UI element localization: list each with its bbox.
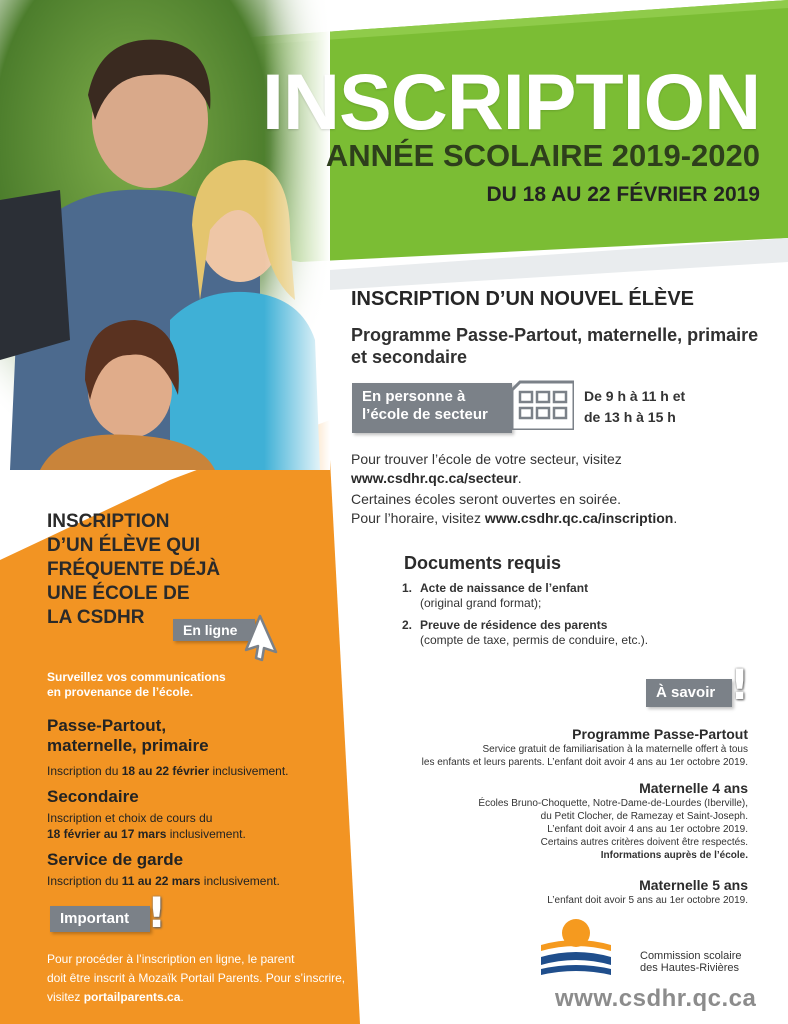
daycare-prefix: Inscription du [47,874,122,888]
list-item [402,618,782,648]
in-person-line2: l’école de secteur [362,406,488,423]
list-item [402,581,782,611]
page-title: INSCRIPTION [262,57,761,146]
primary-title-line1: Passe-Partout, [47,716,167,735]
daycare-title: Service de garde [47,850,184,869]
maternelle4-line4: Certains autres critères doivent être respectés. [540,837,748,848]
exclamation-icon: ! [730,660,750,709]
in-person-tag [352,383,512,433]
mouse-cursor-icon [240,612,280,662]
daycare-suffix: inclusivement. [200,874,280,888]
find-text: Pour trouver l’école de votre secteur, visitez [351,451,622,467]
evening-prefix: Pour l’horaire, visitez [351,510,485,526]
watch-line2: en provenance de l’école. [47,685,194,699]
csdhr-logo-icon [541,915,611,977]
maternelle4-line2: du Petit Clocher, de Ramezay et Saint-Joseph. [540,811,748,822]
website-link[interactable]: www.csdhr.qc.ca [555,985,757,1012]
watch-communications [47,670,307,700]
passe-partout-title: Programme Passe-Partout [572,726,748,742]
heading-line: INSCRIPTION [47,511,170,532]
school-building-icon [512,378,574,430]
daycare-dates [47,873,347,889]
secondary-title: Secondaire [47,787,139,806]
inscription-link[interactable]: www.csdhr.qc.ca/inscription [484,510,674,526]
important-tag: Important [50,906,150,932]
maternelle4-line1: Écoles Bruno-Choquette, Notre-Dame-de-Lourdes (Iberville), [478,798,748,809]
new-student-heading: INSCRIPTION D’UN NOUVEL ÉLÈVE [351,288,695,310]
registration-dates: DU 18 AU 22 FÉVRIER 2019 [486,183,760,206]
passe-partout-line2: les enfants et leurs parents. L’enfant doit avoir 4 ans au 1er octobre 2019. [421,757,748,768]
maternelle5-title: Maternelle 5 ans [639,877,748,893]
maternelle4-line5: Informations auprès de l’école. [600,850,748,861]
heading-line: D’UN ÉLÈVE QUI [47,535,201,556]
secondary-date-range: 18 février au 17 mars [47,827,167,841]
maternelle4-line3: L’enfant doit avoir 4 ans au 1er octobre 2019. [547,824,748,835]
school-year: ANNÉE SCOLAIRE 2019-2020 [325,138,760,173]
item-detail: (original grand format); [420,596,542,610]
en-ligne-tag: En ligne [173,619,255,641]
primary-dates [47,763,347,779]
logo-line1: Commission scolaire [640,950,742,962]
item-number: 2. [402,618,413,632]
maternelle4-title: Maternelle 4 ans [639,780,748,796]
primary-title [47,716,327,756]
sector-link[interactable]: www.csdhr.qc.ca/secteur [351,470,518,486]
documents-heading: Documents requis [404,553,562,573]
hours [584,386,685,428]
secondary-line1: Inscription et choix de cours du [47,811,213,825]
logo-text [640,950,741,974]
item-number: 1. [402,581,413,595]
hours-line2: de 13 h à 15 h [584,409,676,425]
heading-line: UNE ÉCOLE DE [47,583,190,604]
a-savoir-tag: À savoir [646,679,732,707]
heading-line: LA CSDHR [47,607,145,628]
in-person-line1: En personne à [362,388,466,405]
maternelle4-info [328,780,748,862]
note-line1: Pour procéder à l’inscription en ligne, le parent [47,952,295,966]
item-title: Acte de naissance de l’enfant [420,581,589,595]
note-suffix: . [180,990,184,1004]
item-title: Preuve de résidence des parents [420,618,608,632]
primary-prefix: Inscription du [47,764,122,778]
item-detail: (compte de taxe, permis de conduire, etc.). [420,633,649,647]
evening-text: Certaines écoles seront ouvertes en soirée. Pour l’horaire, visitez www.csdhr.qc.ca/inscription. [351,490,781,528]
primary-title-line2: maternelle, primaire [47,736,209,755]
evening-line1: Certaines écoles seront ouvertes en soirée. [351,491,622,507]
portail-link[interactable]: portailparents.ca [83,990,181,1004]
note-prefix: visitez [47,990,84,1004]
documents-list [402,581,782,655]
passe-partout-line1: Service gratuit de familiarisation à la maternelle offert à tous [482,744,748,755]
secondary-suffix: inclusivement. [166,827,246,841]
passe-partout-info [328,726,748,769]
programs-heading: Programme Passe-Partout, maternelle, primaire et secondaire [351,325,759,367]
watch-line1: Surveillez vos communications [47,670,226,684]
hours-line1: De 9 h à 11 h et [584,388,686,404]
primary-date-range: 18 au 22 février [121,764,210,778]
online-note [47,950,347,1007]
heading-line: FRÉQUENTE DÉJÀ [47,559,221,580]
daycare-date-range: 11 au 22 mars [121,874,201,888]
primary-suffix: inclusivement. [209,764,289,778]
secondary-dates [47,810,347,842]
find-school-text: Pour trouver l’école de votre secteur, visitez www.csdhr.qc.ca/secteur. [351,450,771,488]
maternelle5-line1: L’enfant doit avoir 5 ans au 1er octobre 2019. [547,895,748,906]
note-line2: doit être inscrit à Mozaïk Portail Parents. Pour s’inscrire, [47,971,346,985]
maternelle5-info [328,877,748,907]
logo-line2: des Hautes-Rivières [640,962,740,974]
exclamation-icon: ! [147,888,167,937]
